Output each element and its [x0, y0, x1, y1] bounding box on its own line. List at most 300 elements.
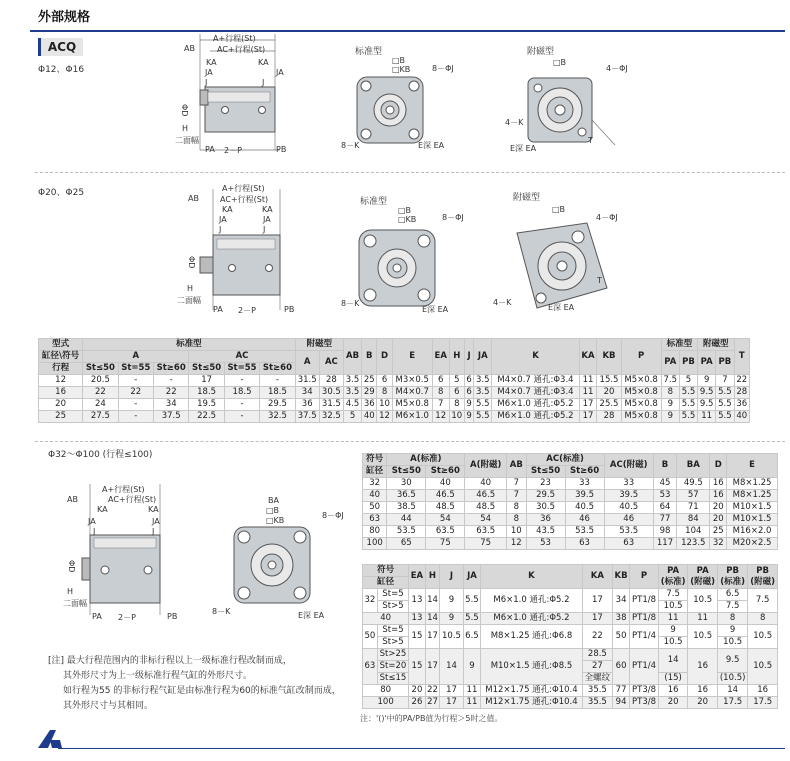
model-badge: ACQ — [38, 38, 83, 56]
table-cell: 3.5 — [474, 375, 492, 387]
table-cell: 27.5 — [83, 411, 118, 423]
table-cell: 10 — [507, 526, 527, 538]
table-cell: 63 — [363, 514, 387, 526]
th-ba: BA — [677, 454, 710, 478]
dim-h-2: H — [187, 284, 194, 293]
th-t: T — [734, 339, 750, 375]
table-row — [39, 399, 750, 411]
dim-ja-r-2: JA — [263, 215, 271, 224]
table-row — [363, 538, 778, 550]
table-cell: 8 — [661, 387, 679, 399]
th-e: E — [392, 339, 432, 375]
th-sub: St=55 — [224, 363, 259, 375]
std-phij-1: 8－ΦJ — [432, 64, 454, 73]
dim-ka-2b: KA — [262, 205, 273, 214]
std-e-2: E深 EA — [422, 305, 449, 314]
table-cell: 40.5 — [604, 502, 653, 514]
th-ka: KA — [582, 565, 612, 589]
table-cell: M6×1.0 — [392, 411, 432, 423]
table-cell: 7 — [716, 375, 734, 387]
brand-logo-icon — [38, 730, 62, 750]
dim-pb-3: PB — [167, 612, 178, 621]
table-cell: 20 — [710, 502, 727, 514]
table-cell: M8×1.25 — [727, 478, 778, 490]
page-title: 外部规格 — [38, 10, 91, 25]
th-sub: St≥60 — [426, 466, 465, 478]
std-kb-2: □KB — [398, 215, 417, 224]
table-cell: 6 — [449, 387, 464, 399]
table-cell: 23 — [526, 478, 565, 490]
mag-k-2: 4－K — [493, 298, 512, 307]
table-cell: 5.5 — [679, 399, 697, 411]
table-row — [363, 490, 778, 502]
table-cell: 16 — [710, 490, 727, 502]
table-cell: 53.5 — [565, 526, 604, 538]
table-cell: M4×0.7 通孔:Φ3.4 — [492, 375, 579, 387]
dim-j-3b: J — [152, 527, 155, 536]
table-row — [363, 478, 778, 490]
table-cell: 46.5 — [465, 490, 507, 502]
dim-two-face-1: 二面幅 — [175, 136, 199, 145]
table-cell: - — [224, 399, 259, 411]
table-cell: 40 — [734, 411, 750, 423]
th-kb: KB — [613, 565, 630, 589]
table-cell: 63 — [565, 538, 604, 550]
table-row: 50 St=5 15 17 10.5 6.5 M8×1.25 通孔:Φ6.8 22 50 PT1/4 9 10.5 9 10.5 — [363, 625, 778, 637]
table-cell: 8 — [449, 399, 464, 411]
table-cell: 8 — [507, 502, 527, 514]
table-cell: 22.5 — [189, 411, 224, 423]
table-cell: 25 — [39, 411, 83, 423]
table-cell: 15.5 — [597, 375, 621, 387]
dim-ac-st-3: AC+行程(St) — [108, 495, 157, 504]
th-ea: EA — [409, 565, 425, 589]
dim-two-face-3: 二面幅 — [63, 599, 87, 608]
table-cell: 30.5 — [526, 502, 565, 514]
mag-phij-1: 4－ΦJ — [606, 64, 628, 73]
note-line: 其外形尺寸为上一级标准行程气缸的外形尺寸。 — [63, 671, 253, 681]
section-divider-1 — [35, 172, 785, 173]
table-cell: 3.5 — [474, 387, 492, 399]
front-view-std-1 — [355, 75, 425, 145]
th-e: E — [727, 454, 778, 478]
th-std2: 标准型 — [661, 339, 697, 351]
th-d: D — [710, 454, 727, 478]
table-cell: 3.5 — [343, 387, 361, 399]
table-row: St=20 27 — [363, 661, 778, 673]
table-cell: - — [154, 375, 189, 387]
table-cell: 7.5 — [661, 375, 679, 387]
th-ab: AB — [507, 454, 527, 478]
header-rule — [30, 30, 785, 32]
th-sub: St≥60 — [565, 466, 604, 478]
table-cell: 22 — [118, 387, 153, 399]
table-cell: 50 — [363, 502, 387, 514]
table-cell: 7 — [507, 490, 527, 502]
table-cell: 5.5 — [679, 411, 697, 423]
mag-b-2: □B — [552, 205, 566, 214]
table-cell: M4×0.7 — [392, 387, 432, 399]
table-cell: 3.5 — [343, 375, 361, 387]
table-row: 40 13 14 9 5.5 M6×1.0 通孔:Φ5.2 17 38 PT1/8 11 11 8 8 — [363, 613, 778, 625]
table-cell: 20 — [597, 387, 621, 399]
table-cell: 25 — [710, 526, 727, 538]
dim-phid-3: ΦD — [67, 560, 76, 573]
std-b-3: □B — [266, 506, 280, 515]
dim-2p-3: 2－P — [118, 613, 136, 622]
table-cell: M4×0.7 通孔:Φ3.4 — [492, 387, 579, 399]
table-cell: 32.5 — [319, 411, 343, 423]
table-cell: - — [118, 399, 153, 411]
table-cell: 10 — [449, 411, 464, 423]
table-row — [363, 526, 778, 538]
table-cell: 36 — [362, 399, 377, 411]
table-cell: 18.5 — [224, 387, 259, 399]
mag-phij-2: 4－ΦJ — [596, 213, 618, 222]
dim-pb-2: PB — [284, 305, 295, 314]
table-cell: M10×1.5 — [727, 502, 778, 514]
std-phij-3: 8－ΦJ — [322, 511, 344, 520]
table-cell: 17 — [579, 399, 597, 411]
th-ab: AB — [343, 339, 361, 375]
dim-ka-3: KA — [97, 505, 108, 514]
mag-title-2: 附磁型 — [513, 193, 541, 203]
table-cell: 37.5 — [295, 411, 319, 423]
th-sub: St≤50 — [526, 466, 565, 478]
table-cell: 25.5 — [597, 399, 621, 411]
spec-table-large-bore-1 — [362, 453, 778, 550]
table-cell: 5 — [343, 411, 361, 423]
section-divider-2 — [35, 441, 785, 442]
dim-ab-2: AB — [188, 194, 199, 203]
mag-k-1: 4－K — [505, 118, 524, 127]
table-cell: 7 — [507, 478, 527, 490]
table-cell: 8 — [377, 387, 392, 399]
dim-ka-1b: KA — [258, 58, 269, 67]
table-cell: 9 — [661, 399, 679, 411]
table-row: St≤15 全螺纹 (15) (10.5) — [363, 673, 778, 685]
mag-t-1: T — [588, 136, 593, 145]
table-cell: 38.5 — [387, 502, 426, 514]
th-k: K — [481, 565, 582, 589]
table-cell: 75 — [465, 538, 507, 550]
std-kb-1: □KB — [392, 65, 411, 74]
table-cell: 22 — [154, 387, 189, 399]
table-cell: - — [224, 411, 259, 423]
th-k: K — [492, 339, 579, 375]
th-bore: 缸径 — [363, 466, 387, 478]
dim-j-2: J — [219, 225, 222, 234]
table-cell: 40 — [426, 478, 465, 490]
table-cell: 54 — [426, 514, 465, 526]
table-cell: 5 — [679, 375, 697, 387]
table-cell: 46 — [565, 514, 604, 526]
th-ac-mag: AC — [319, 351, 343, 375]
table-cell: 25 — [362, 375, 377, 387]
th-pb-std: PB (标准) — [717, 565, 747, 589]
table-cell: 49.5 — [677, 478, 710, 490]
std-ba-3: BA — [268, 496, 279, 505]
table-cell: 29 — [362, 387, 377, 399]
th-b: B — [362, 339, 377, 375]
table-cell: 20.5 — [83, 375, 118, 387]
table-cell: 9 — [698, 375, 716, 387]
table-cell: M5×0.8 — [621, 399, 661, 411]
std-k-3: 8－K — [212, 607, 231, 616]
table-cell: 31.5 — [295, 375, 319, 387]
th-pb-std: PB — [679, 351, 697, 375]
th-j: J — [440, 565, 463, 589]
th-ac-mag: AC(附磁) — [604, 454, 653, 478]
table-cell: 36.5 — [387, 490, 426, 502]
table-cell: 18.5 — [189, 387, 224, 399]
table-cell: M10×1.5 — [727, 514, 778, 526]
th-ja: JA — [463, 565, 481, 589]
table-cell: 31.5 — [319, 399, 343, 411]
footer-rule — [58, 748, 785, 749]
table-cell: 40 — [362, 411, 377, 423]
table-cell: - — [260, 375, 295, 387]
table-cell: 28 — [597, 411, 621, 423]
dim-a-st-2: A+行程(St) — [222, 184, 265, 193]
dim-j-3: J — [93, 527, 96, 536]
spec-table-small-bore — [38, 338, 750, 423]
table-cell: 6 — [466, 375, 472, 385]
table-cell: 9 — [661, 411, 679, 423]
table-cell: 63 — [604, 538, 653, 550]
side-view-drawing-2 — [195, 185, 305, 325]
table-cell: 22 — [734, 375, 750, 387]
table-cell: M5×0.8 — [621, 375, 661, 387]
table-cell: 8 — [507, 514, 527, 526]
table-row — [363, 502, 778, 514]
table-cell: 34 — [295, 387, 319, 399]
dim-ac-st-1: AC+行程(St) — [217, 45, 266, 54]
dim-ja-r-3: JA — [152, 517, 160, 526]
th-pa-mag: PA — [698, 351, 716, 375]
dim-phid-1: ΦD — [180, 104, 189, 117]
table-cell: 4.5 — [343, 399, 361, 411]
table-cell: M20×2.5 — [727, 538, 778, 550]
table-cell: 20 — [710, 514, 727, 526]
table-cell: 33 — [604, 478, 653, 490]
front-view-std-3 — [232, 525, 312, 605]
th-bore-sym: 缸径\符号 — [39, 351, 83, 363]
table-cell: M6×1.0 通孔:Φ5.2 — [492, 411, 579, 423]
table-cell: 48.5 — [426, 502, 465, 514]
table-cell: 39.5 — [565, 490, 604, 502]
dim-ja-l-3: JA — [88, 517, 96, 526]
std-kb-3: □KB — [266, 516, 285, 525]
table-cell: 12 — [507, 538, 527, 550]
table-cell: 63.5 — [426, 526, 465, 538]
table-cell: 54 — [465, 514, 507, 526]
table-cell: 24 — [83, 399, 118, 411]
th-sub: St≥60 — [154, 363, 189, 375]
table-cell: - — [118, 411, 153, 423]
th-a-std: A(标准) — [387, 454, 465, 466]
table-cell: 36 — [734, 399, 750, 411]
note-line: 如行程为55 的非标行程气缸是由标准行程为60的标准气缸改制而成， — [63, 686, 341, 696]
std-e-1: E深 EA — [418, 141, 445, 150]
table-row: 63 St>25 15 17 14 9 M10×1.5 通孔:Φ8.5 28.5 60 PT1/4 14 16 9.5 10.5 — [363, 649, 778, 661]
dim-j-1b: J — [262, 78, 265, 87]
dim-ja-r-1: JA — [276, 68, 284, 77]
th-p: P — [621, 339, 661, 375]
table-cell: M3×0.5 — [392, 375, 432, 387]
table-cell: 12 — [432, 411, 449, 423]
table-cell: 80 — [363, 526, 387, 538]
th-mag: 附磁型 — [295, 339, 343, 351]
th-ac: AC — [189, 351, 295, 363]
table-row — [39, 411, 750, 423]
th-stroke: 行程 — [39, 363, 83, 375]
table-cell: 16 — [39, 387, 83, 399]
table-row: 100 26 27 17 11 M12×1.75 通孔:Φ10.4 35.5 94 PT3/8 20 20 17.5 17.5 — [363, 697, 778, 709]
table-cell: 5.5 — [716, 387, 734, 399]
table-cell: M5×0.8 — [392, 399, 432, 411]
table-cell: M6×1.0 通孔:Φ5.2 — [492, 399, 579, 411]
dim-ka-3b: KA — [148, 505, 159, 514]
dim-a-st-3: A+行程(St) — [102, 485, 145, 494]
table-cell: 5.5 — [474, 411, 492, 423]
table-cell: 39.5 — [604, 490, 653, 502]
table-cell: - — [224, 375, 259, 387]
dim-ab-1: AB — [184, 44, 195, 53]
bore-label-2: Φ20、Φ25 — [38, 188, 85, 198]
table-cell: M5×0.8 — [621, 387, 661, 399]
note-line: [注] 最大行程范围内的非标行程以上一级标准行程改制而成， — [48, 656, 292, 666]
table-cell: 45 — [653, 478, 676, 490]
table-cell: 36 — [295, 399, 319, 411]
th-bore: 缸径 — [363, 577, 409, 589]
table-cell: 104 — [677, 526, 710, 538]
th-sub: St≤50 — [387, 466, 426, 478]
th-ea: EA — [432, 339, 449, 375]
table-cell: 17 — [189, 375, 224, 387]
dim-pa-2: PA — [213, 305, 223, 314]
dim-ka-1: KA — [206, 58, 217, 67]
dim-ac-st-2: AC+行程(St) — [220, 195, 269, 204]
dim-h-3: H — [67, 587, 74, 596]
th-pa-mag: PA (附磁) — [688, 565, 718, 589]
mag-title-1: 附磁型 — [527, 47, 555, 57]
notes-block — [48, 654, 341, 714]
th-pb-mag: PB — [716, 351, 734, 375]
table-cell: 5 — [449, 375, 464, 387]
table-cell: 33 — [565, 478, 604, 490]
table-cell: 30.5 — [319, 387, 343, 399]
table-cell: - — [118, 375, 153, 387]
table-cell: 17 — [579, 411, 597, 423]
table-cell: 71 — [677, 502, 710, 514]
table-cell: 30 — [387, 478, 426, 490]
th-mag2: 附磁型 — [698, 339, 734, 351]
table-cell: 64 — [653, 502, 676, 514]
table-row: 80 20 22 17 11 M12×1.75 通孔:Φ10.4 35.5 77 PT3/8 16 16 14 16 — [363, 685, 778, 697]
th-d: D — [377, 339, 392, 375]
table-cell: 11 — [579, 375, 597, 387]
th-sub: St=55 — [118, 363, 153, 375]
table-cell: 32.5 — [260, 411, 295, 423]
dim-a-st-1: A+行程(St) — [213, 34, 256, 43]
table-cell: 84 — [677, 514, 710, 526]
th-b: B — [653, 454, 676, 478]
table-cell: 40 — [363, 490, 387, 502]
dim-ja-l-1: JA — [205, 68, 213, 77]
bore-label-3: Φ32～Φ100 (行程≤100) — [48, 450, 153, 460]
table-cell: 29.5 — [526, 490, 565, 502]
dim-pa-3: PA — [92, 612, 102, 621]
th-a-mag: A(附磁) — [465, 454, 507, 478]
footnote: 注：'()'中的PA/PB值为行程＞5时之值。 — [360, 714, 503, 723]
th-a-mag: A — [295, 351, 319, 375]
mag-e-2: E深 EA — [548, 303, 575, 312]
table-row — [39, 387, 750, 399]
table-cell: 77 — [653, 514, 676, 526]
th-sub: St≤50 — [83, 363, 118, 375]
std-phij-2: 8－ΦJ — [442, 213, 464, 222]
table-cell: 12 — [377, 411, 392, 423]
table-cell: 40 — [465, 478, 507, 490]
table-cell: 5.5 — [679, 387, 697, 399]
table-cell: 32 — [710, 538, 727, 550]
table-cell: 22 — [83, 387, 118, 399]
table-cell: 12 — [39, 375, 83, 387]
table-cell: 36 — [526, 514, 565, 526]
std-e-3: E深 EA — [298, 611, 325, 620]
table-cell: 19.5 — [189, 399, 224, 411]
table-cell: 63.5 — [465, 526, 507, 538]
table-cell: 11 — [579, 387, 597, 399]
dim-j-1: J — [205, 78, 208, 87]
th-std: 标准型 — [83, 339, 295, 351]
dim-ja-l-2: JA — [219, 215, 227, 224]
table-cell: 53 — [526, 538, 565, 550]
th-h: H — [425, 565, 440, 589]
table-cell: 18.5 — [260, 387, 295, 399]
std-b-2: □B — [398, 206, 412, 215]
table-cell: 40.5 — [565, 502, 604, 514]
th-kb: KB — [597, 339, 621, 375]
table-cell: 123.5 — [677, 538, 710, 550]
th-j: J — [464, 339, 473, 375]
th-a: A — [83, 351, 189, 363]
th-pa-std: PA (标准) — [658, 565, 688, 589]
dim-2p-2: 2－P — [238, 306, 256, 315]
table-cell: 5.5 — [474, 399, 492, 411]
table-cell: 37.5 — [154, 411, 189, 423]
table-cell: M16×2.0 — [727, 526, 778, 538]
table-row: St>5 10.5 10.5 — [363, 637, 778, 649]
th-sym: 符号 — [363, 454, 387, 466]
th-p: P — [630, 565, 659, 589]
th-pb-mag: PB (附磁) — [748, 565, 778, 589]
table-cell: 44 — [387, 514, 426, 526]
th-sub: St≤50 — [189, 363, 224, 375]
dim-ka-2: KA — [222, 205, 233, 214]
dim-phid-2: ΦD — [187, 256, 196, 269]
table-cell: 5.5 — [716, 411, 734, 423]
table-cell: 100 — [363, 538, 387, 550]
table-cell: 117 — [653, 538, 676, 550]
dim-h-1: H — [182, 124, 189, 133]
th-sub: St≥60 — [260, 363, 295, 375]
table-cell: 34 — [154, 399, 189, 411]
std-b-1: □B — [392, 56, 406, 65]
std-k-1: 8－K — [341, 141, 360, 150]
mag-e-1: E深 EA — [510, 144, 537, 153]
